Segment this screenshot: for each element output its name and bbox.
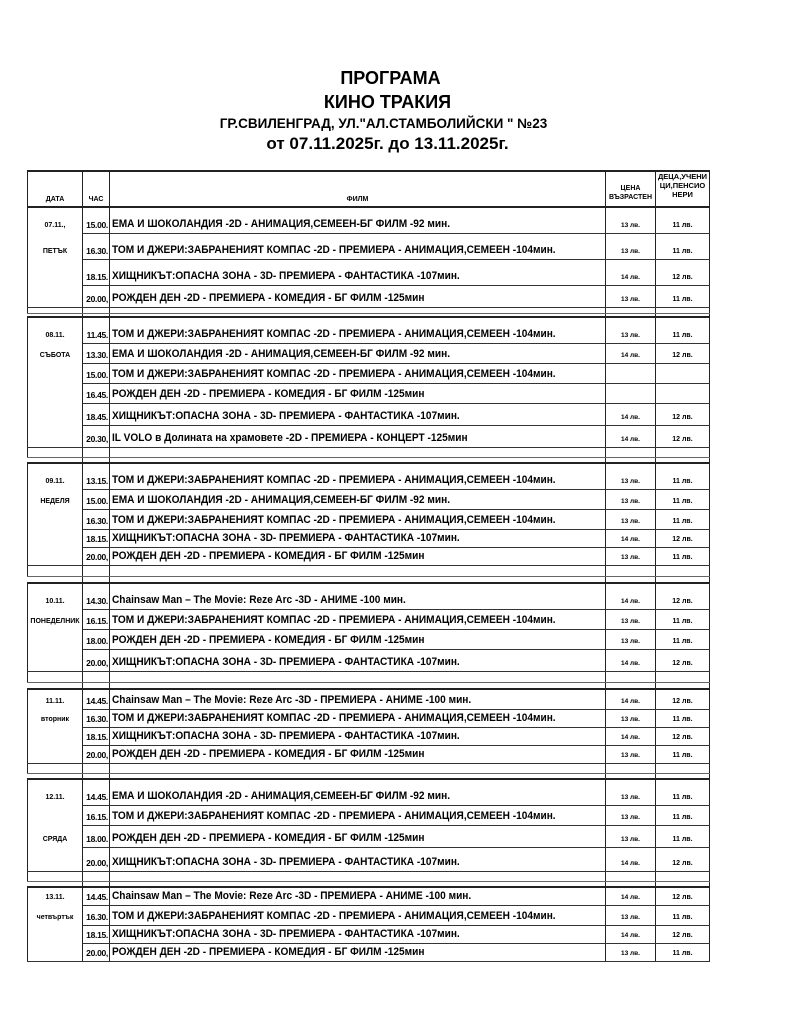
- film-title: РОЖДЕН ДЕН -2D - ПРЕМИЕРА - КОМЕДИЯ - БГ ФИЛМ -125мин: [112, 831, 425, 844]
- reduced-price-cell: 11 лв.: [656, 805, 710, 825]
- reduced-price-cell: 11 лв.: [656, 825, 710, 847]
- adult-price-cell: 14 лв.: [606, 887, 656, 905]
- block-gap: [28, 576, 710, 583]
- adult-price-cell: 13 лв.: [606, 207, 656, 233]
- table-row: [28, 745, 710, 763]
- col-header-adult-line2: ВЪЗРАСТЕН: [609, 194, 652, 201]
- adult-price-cell: 13 лв.: [606, 779, 656, 805]
- table-row: [28, 629, 710, 649]
- table-row: [28, 943, 710, 961]
- col-header-film: ФИЛМ: [110, 171, 606, 207]
- film-title-cell: [110, 529, 606, 547]
- reduced-price-cell: 11 лв.: [656, 745, 710, 763]
- date-cell: [28, 509, 83, 529]
- spacer-row: [28, 447, 710, 457]
- reduced-price-cell: 11 лв.: [656, 709, 710, 727]
- spacer-row: [28, 565, 710, 576]
- film-title-cell: [110, 779, 606, 805]
- reduced-price-cell: 11 лв.: [656, 609, 710, 629]
- col-header-adult-line1: ЦЕНА: [620, 185, 641, 192]
- film-title: ХИЩНИКЪТ:ОПАСНА ЗОНА - 3D- ПРЕМИЕРА - ФАНТАСТИКА -107мин.: [112, 655, 460, 668]
- table-row: [28, 463, 710, 489]
- reduced-price-cell: 11 лв.: [656, 317, 710, 343]
- spacer-cell: [83, 871, 110, 881]
- date-cell: [28, 727, 83, 745]
- reduced-price-cell: [656, 383, 710, 403]
- film-title-cell: [110, 905, 606, 925]
- adult-price-cell: 13 лв.: [606, 509, 656, 529]
- film-title: РОЖДЕН ДЕН -2D - ПРЕМИЕРА - КОМЕДИЯ - БГ ФИЛМ -125мин: [112, 747, 425, 760]
- adult-price-cell: 14 лв.: [606, 649, 656, 671]
- weekday-cell: ПОНЕДЕЛНИК: [28, 609, 83, 629]
- reduced-price-cell: 11 лв.: [656, 629, 710, 649]
- film-title: ЕМА И ШОКОЛАНДИЯ -2D - АНИМАЦИЯ,СЕМЕЕН-БГ ФИЛМ -92 мин.: [112, 789, 451, 802]
- showtime-cell: 20.00,: [83, 547, 110, 565]
- film-title: ТОМ И ДЖЕРИ:ЗАБРАНЕНИЯТ КОМПАС -2D - ПРЕМИЕРА - АНИМАЦИЯ,СЕМЕЕН -104мин.: [112, 513, 556, 526]
- film-title-cell: [110, 547, 606, 565]
- showtime-cell: 20.00,: [83, 943, 110, 961]
- reduced-price-cell: 11 лв.: [656, 233, 710, 259]
- table-row: [28, 425, 710, 447]
- film-title: ХИЩНИКЪТ:ОПАСНА ЗОНА - 3D- ПРЕМИЕРА - ФАНТАСТИКА -107мин.: [112, 531, 460, 544]
- date-cell: [28, 847, 83, 871]
- film-title-cell: [110, 383, 606, 403]
- film-title: ТОМ И ДЖЕРИ:ЗАБРАНЕНИЯТ КОМПАС -2D - ПРЕМИЕРА - АНИМАЦИЯ,СЕМЕЕН -104мин.: [112, 473, 556, 486]
- date-cell: [28, 403, 83, 425]
- table-row: [28, 689, 710, 709]
- spacer-row: [28, 763, 710, 773]
- reduced-price-cell: 12 лв.: [656, 259, 710, 285]
- adult-price-cell: 13 лв.: [606, 463, 656, 489]
- reduced-price-cell: 12 лв.: [656, 649, 710, 671]
- reduced-price-cell: 12 лв.: [656, 847, 710, 871]
- showtime-cell: 14.45.: [83, 887, 110, 905]
- date-cell: [28, 383, 83, 403]
- film-title-cell: [110, 745, 606, 763]
- spacer-cell: [28, 871, 83, 881]
- table-row: [28, 805, 710, 825]
- spacer-row: [28, 871, 710, 881]
- film-title: Chainsaw Man – The Movie: Reze Arc -3D - АНИМЕ -100 мин.: [112, 593, 406, 606]
- gap-cell: [656, 682, 710, 689]
- reduced-price-cell: 11 лв.: [656, 489, 710, 509]
- adult-price-cell: [606, 363, 656, 383]
- spacer-cell: [606, 763, 656, 773]
- film-title-cell: [110, 489, 606, 509]
- reduced-price-cell: 12 лв.: [656, 925, 710, 943]
- film-title: ХИЩНИКЪТ:ОПАСНА ЗОНА - 3D- ПРЕМИЕРА - ФАНТАСТИКА -107мин.: [112, 927, 460, 940]
- showtime-cell: 13.15.: [83, 463, 110, 489]
- spacer-cell: [110, 763, 606, 773]
- col-header-reduced-line3: НЕРИ: [672, 190, 693, 199]
- showtime-cell: 15.00.: [83, 489, 110, 509]
- table-row: [28, 285, 710, 307]
- showtime-cell: 18.15.: [83, 727, 110, 745]
- film-title-cell: [110, 343, 606, 363]
- weekday-cell: четвъртък: [28, 905, 83, 925]
- reduced-price-cell: 12 лв.: [656, 403, 710, 425]
- table-header: [28, 171, 710, 207]
- adult-price-cell: 13 лв.: [606, 943, 656, 961]
- table-row: [28, 887, 710, 905]
- reduced-price-cell: 11 лв.: [656, 779, 710, 805]
- film-title-cell: [110, 207, 606, 233]
- col-header-reduced-line1: ДЕЦА,УЧЕНИ: [657, 172, 708, 181]
- date-cell: [28, 629, 83, 649]
- gap-cell: [28, 576, 83, 583]
- reduced-price-cell: 12 лв.: [656, 343, 710, 363]
- film-title-cell: [110, 805, 606, 825]
- date-cell: [28, 363, 83, 383]
- spacer-row: [28, 671, 710, 682]
- cinema-name: КИНО ТРАКИЯ: [323, 92, 452, 112]
- table-row: [28, 825, 710, 847]
- date-cell: 10.11.: [28, 583, 83, 609]
- spacer-cell: [110, 565, 606, 576]
- showtime-cell: 18.15.: [83, 925, 110, 943]
- film-title-cell: [110, 709, 606, 727]
- page-title: ПРОГРАМА: [340, 68, 441, 88]
- table-row: [28, 233, 710, 259]
- showtime-cell: 13.30.: [83, 343, 110, 363]
- table-row: [28, 383, 710, 403]
- adult-price-cell: 13 лв.: [606, 233, 656, 259]
- spacer-cell: [110, 447, 606, 457]
- adult-price-cell: 14 лв.: [606, 847, 656, 871]
- showtime-cell: 11.45.: [83, 317, 110, 343]
- spacer-cell: [28, 763, 83, 773]
- film-title-cell: [110, 727, 606, 745]
- date-cell: [28, 425, 83, 447]
- showtime-cell: 14.30.: [83, 583, 110, 609]
- film-title-cell: [110, 925, 606, 943]
- adult-price-cell: 13 лв.: [606, 609, 656, 629]
- date-cell: [28, 529, 83, 547]
- film-title-cell: [110, 363, 606, 383]
- film-title: ХИЩНИКЪТ:ОПАСНА ЗОНА - 3D- ПРЕМИЕРА - ФАНТАСТИКА -107мин.: [112, 269, 460, 282]
- film-title-cell: [110, 689, 606, 709]
- date-cell: [28, 925, 83, 943]
- spacer-cell: [110, 871, 606, 881]
- film-title: ТОМ И ДЖЕРИ:ЗАБРАНЕНИЯТ КОМПАС -2D - ПРЕМИЕРА - АНИМАЦИЯ,СЕМЕЕН -104мин.: [112, 613, 556, 626]
- showtime-cell: 15.00.: [83, 207, 110, 233]
- film-title-cell: [110, 825, 606, 847]
- adult-price-cell: 13 лв.: [606, 825, 656, 847]
- spacer-cell: [110, 671, 606, 682]
- film-title: ХИЩНИКЪТ:ОПАСНА ЗОНА - 3D- ПРЕМИЕРА - ФАНТАСТИКА -107мин.: [112, 855, 460, 868]
- spacer-cell: [28, 447, 83, 457]
- film-title-cell: [110, 649, 606, 671]
- showtime-cell: 14.45.: [83, 779, 110, 805]
- date-cell-empty: [28, 805, 83, 825]
- film-title: Chainsaw Man – The Movie: Reze Arc -3D - ПРЕМИЕРА - АНИМЕ -100 мин.: [112, 693, 472, 706]
- adult-price-cell: 14 лв.: [606, 689, 656, 709]
- table-row: [28, 583, 710, 609]
- table-row: [28, 509, 710, 529]
- table-row: [28, 547, 710, 565]
- weekday-cell: ПЕТЪК: [28, 233, 83, 259]
- film-title: ТОМ И ДЖЕРИ:ЗАБРАНЕНИЯТ КОМПАС -2D - ПРЕМИЕРА - АНИМАЦИЯ,СЕМЕЕН -104мин.: [112, 243, 556, 256]
- film-title-cell: [110, 403, 606, 425]
- adult-price-cell: 13 лв.: [606, 489, 656, 509]
- adult-price-cell: 13 лв.: [606, 547, 656, 565]
- weekday-cell: вторник: [28, 709, 83, 727]
- film-title-cell: [110, 463, 606, 489]
- reduced-price-cell: 12 лв.: [656, 529, 710, 547]
- gap-cell: [110, 576, 606, 583]
- weekday-cell: СРЯДА: [28, 825, 83, 847]
- showtime-cell: 18.15.: [83, 529, 110, 547]
- showtime-cell: 18.00.: [83, 629, 110, 649]
- table-row: [28, 925, 710, 943]
- film-title: ЕМА И ШОКОЛАНДИЯ -2D - АНИМАЦИЯ,СЕМЕЕН-БГ ФИЛМ -92 мин.: [112, 493, 451, 506]
- date-cell: 07.11.,: [28, 207, 83, 233]
- weekday-cell: НЕДЕЛЯ: [28, 489, 83, 509]
- film-title: ХИЩНИКЪТ:ОПАСНА ЗОНА - 3D- ПРЕМИЕРА - ФАНТАСТИКА -107мин.: [112, 409, 460, 422]
- film-title: ТОМ И ДЖЕРИ:ЗАБРАНЕНИЯТ КОМПАС -2D - ПРЕМИЕРА - АНИМАЦИЯ,СЕМЕЕН -104мин.: [112, 809, 556, 822]
- spacer-cell: [28, 565, 83, 576]
- film-title-cell: [110, 317, 606, 343]
- showtime-cell: 18.00.: [83, 825, 110, 847]
- reduced-price-cell: 12 лв.: [656, 689, 710, 709]
- film-title: ТОМ И ДЖЕРИ:ЗАБРАНЕНИЯТ КОМПАС -2D - ПРЕМИЕРА - АНИМАЦИЯ,СЕМЕЕН -104мин.: [112, 367, 556, 380]
- adult-price-cell: 13 лв.: [606, 317, 656, 343]
- date-cell: [28, 547, 83, 565]
- adult-price-cell: 14 лв.: [606, 343, 656, 363]
- reduced-price-cell: [656, 363, 710, 383]
- date-cell: [28, 649, 83, 671]
- film-title-cell: [110, 285, 606, 307]
- spacer-cell: [656, 671, 710, 682]
- film-title: Chainsaw Man – The Movie: Reze Arc -3D - ПРЕМИЕРА - АНИМЕ -100 мин.: [112, 889, 472, 902]
- showtime-cell: 16.15.: [83, 609, 110, 629]
- showtime-cell: 16.30.: [83, 709, 110, 727]
- showtime-cell: 16.30.: [83, 905, 110, 925]
- film-title-cell: [110, 943, 606, 961]
- adult-price-cell: 13 лв.: [606, 745, 656, 763]
- table-row: [28, 727, 710, 745]
- table-row: [28, 343, 710, 363]
- adult-price-cell: 13 лв.: [606, 285, 656, 307]
- spacer-cell: [28, 671, 83, 682]
- adult-price-cell: 13 лв.: [606, 709, 656, 727]
- table-row: [28, 905, 710, 925]
- table-row: [28, 363, 710, 383]
- film-title: ЕМА И ШОКОЛАНДИЯ -2D - АНИМАЦИЯ,СЕМЕЕН-БГ ФИЛМ -92 мин.: [112, 217, 451, 230]
- adult-price-cell: 14 лв.: [606, 425, 656, 447]
- date-cell: [28, 285, 83, 307]
- spacer-cell: [606, 871, 656, 881]
- table-row: [28, 709, 710, 727]
- spacer-cell: [656, 447, 710, 457]
- gap-cell: [606, 576, 656, 583]
- film-title-cell: [110, 583, 606, 609]
- spacer-cell: [656, 565, 710, 576]
- showtime-cell: 15.00.: [83, 363, 110, 383]
- film-title-cell: [110, 609, 606, 629]
- spacer-cell: [606, 565, 656, 576]
- film-title: РОЖДЕН ДЕН -2D - ПРЕМИЕРА - КОМЕДИЯ - БГ ФИЛМ -125мин: [112, 549, 425, 562]
- col-header-time: ЧАС: [83, 171, 110, 207]
- film-title-cell: [110, 425, 606, 447]
- film-title-cell: [110, 887, 606, 905]
- reduced-price-cell: 11 лв.: [656, 905, 710, 925]
- spacer-cell: [83, 565, 110, 576]
- gap-cell: [110, 682, 606, 689]
- spacer-cell: [656, 763, 710, 773]
- table-row: [28, 317, 710, 343]
- reduced-price-cell: 12 лв.: [656, 583, 710, 609]
- block-gap: [28, 682, 710, 689]
- gap-cell: [83, 682, 110, 689]
- adult-price-cell: 13 лв.: [606, 805, 656, 825]
- showtime-cell: 16.45.: [83, 383, 110, 403]
- schedule-period: от 07.11.2025г. до 13.11.2025г.: [266, 134, 509, 153]
- table-row: [28, 609, 710, 629]
- table-row: [28, 403, 710, 425]
- film-title: РОЖДЕН ДЕН -2D - ПРЕМИЕРА - КОМЕДИЯ - БГ ФИЛМ -125мин: [112, 633, 425, 646]
- reduced-price-cell: 11 лв.: [656, 547, 710, 565]
- adult-price-cell: 14 лв.: [606, 583, 656, 609]
- adult-price-cell: [606, 383, 656, 403]
- film-title-cell: [110, 509, 606, 529]
- table-row: [28, 779, 710, 805]
- film-title: РОЖДЕН ДЕН -2D - ПРЕМИЕРА - КОМЕДИЯ - БГ ФИЛМ -125мин: [112, 387, 425, 400]
- adult-price-cell: 14 лв.: [606, 259, 656, 285]
- spacer-cell: [656, 871, 710, 881]
- reduced-price-cell: 12 лв.: [656, 425, 710, 447]
- adult-price-cell: 13 лв.: [606, 905, 656, 925]
- adult-price-cell: 14 лв.: [606, 925, 656, 943]
- film-title: ЕМА И ШОКОЛАНДИЯ -2D - АНИМАЦИЯ,СЕМЕЕН-БГ ФИЛМ -92 мин.: [112, 347, 451, 360]
- film-title: ТОМ И ДЖЕРИ:ЗАБРАНЕНИЯТ КОМПАС -2D - ПРЕМИЕРА - АНИМАЦИЯ,СЕМЕЕН -104мин.: [112, 711, 556, 724]
- gap-cell: [606, 682, 656, 689]
- date-cell: 11.11.: [28, 689, 83, 709]
- date-cell: 08.11.: [28, 317, 83, 343]
- showtime-cell: 14.45.: [83, 689, 110, 709]
- adult-price-cell: 14 лв.: [606, 727, 656, 745]
- date-cell: [28, 259, 83, 285]
- date-cell: [28, 745, 83, 763]
- gap-cell: [28, 682, 83, 689]
- col-header-reduced-price: [656, 171, 710, 207]
- film-title: ТОМ И ДЖЕРИ:ЗАБРАНЕНИЯТ КОМПАС -2D - ПРЕМИЕРА - АНИМАЦИЯ,СЕМЕЕН -104мин.: [112, 909, 556, 922]
- spacer-cell: [83, 671, 110, 682]
- reduced-price-cell: 11 лв.: [656, 207, 710, 233]
- reduced-price-cell: 11 лв.: [656, 463, 710, 489]
- col-header-date: ДАТА: [28, 171, 83, 207]
- cinema-address: ГР.СВИЛЕНГРАД, УЛ."АЛ.СТАМБОЛИЙСКИ " №23: [219, 116, 548, 131]
- gap-cell: [83, 576, 110, 583]
- gap-cell: [656, 576, 710, 583]
- adult-price-cell: 13 лв.: [606, 629, 656, 649]
- film-title: РОЖДЕН ДЕН -2D - ПРЕМИЕРА - КОМЕДИЯ - БГ ФИЛМ -125мин: [112, 291, 425, 304]
- reduced-price-cell: 11 лв.: [656, 509, 710, 529]
- date-cell: 12.11.: [28, 779, 83, 805]
- schedule-table: [27, 170, 710, 962]
- showtime-cell: 16.15.: [83, 805, 110, 825]
- reduced-price-cell: 12 лв.: [656, 887, 710, 905]
- table-row: [28, 207, 710, 233]
- showtime-cell: 16.30.: [83, 509, 110, 529]
- film-title-cell: [110, 233, 606, 259]
- film-title: ХИЩНИКЪТ:ОПАСНА ЗОНА - 3D- ПРЕМИЕРА - ФАНТАСТИКА -107мин.: [112, 729, 460, 742]
- showtime-cell: 20.00,: [83, 285, 110, 307]
- film-title: ТОМ И ДЖЕРИ:ЗАБРАНЕНИЯТ КОМПАС -2D - ПРЕМИЕРА - АНИМАЦИЯ,СЕМЕЕН -104мин.: [112, 327, 556, 340]
- showtime-cell: 18.15.: [83, 259, 110, 285]
- table-row: [28, 259, 710, 285]
- reduced-price-cell: 12 лв.: [656, 727, 710, 745]
- table-row: [28, 847, 710, 871]
- showtime-cell: 20.30,: [83, 425, 110, 447]
- reduced-price-cell: 11 лв.: [656, 943, 710, 961]
- showtime-cell: 20.00,: [83, 745, 110, 763]
- adult-price-cell: 14 лв.: [606, 529, 656, 547]
- table-row: [28, 489, 710, 509]
- table-row: [28, 529, 710, 547]
- film-title: IL VOLO в Долината на храмовете -2D - ПРЕМИЕРА - КОНЦЕРТ -125мин: [112, 431, 468, 444]
- film-title-cell: [110, 259, 606, 285]
- adult-price-cell: 14 лв.: [606, 403, 656, 425]
- showtime-cell: 20.00,: [83, 649, 110, 671]
- date-cell: [28, 943, 83, 961]
- showtime-cell: 16.30.: [83, 233, 110, 259]
- reduced-price-cell: 11 лв.: [656, 285, 710, 307]
- film-title-cell: [110, 629, 606, 649]
- col-header-adult-price: [606, 171, 656, 207]
- showtime-cell: 18.45.: [83, 403, 110, 425]
- weekday-cell: СЪБОТА: [28, 343, 83, 363]
- date-cell: 13.11.: [28, 887, 83, 905]
- film-title: РОЖДЕН ДЕН -2D - ПРЕМИЕРА - КОМЕДИЯ - БГ ФИЛМ -125мин: [112, 945, 425, 958]
- spacer-cell: [606, 447, 656, 457]
- spacer-cell: [83, 447, 110, 457]
- film-title-cell: [110, 847, 606, 871]
- table-row: [28, 649, 710, 671]
- spacer-cell: [83, 763, 110, 773]
- col-header-reduced-line2: ЦИ,ПЕНСИО: [659, 181, 706, 190]
- date-cell: 09.11.: [28, 463, 83, 489]
- showtime-cell: 20.00,: [83, 847, 110, 871]
- spacer-cell: [606, 671, 656, 682]
